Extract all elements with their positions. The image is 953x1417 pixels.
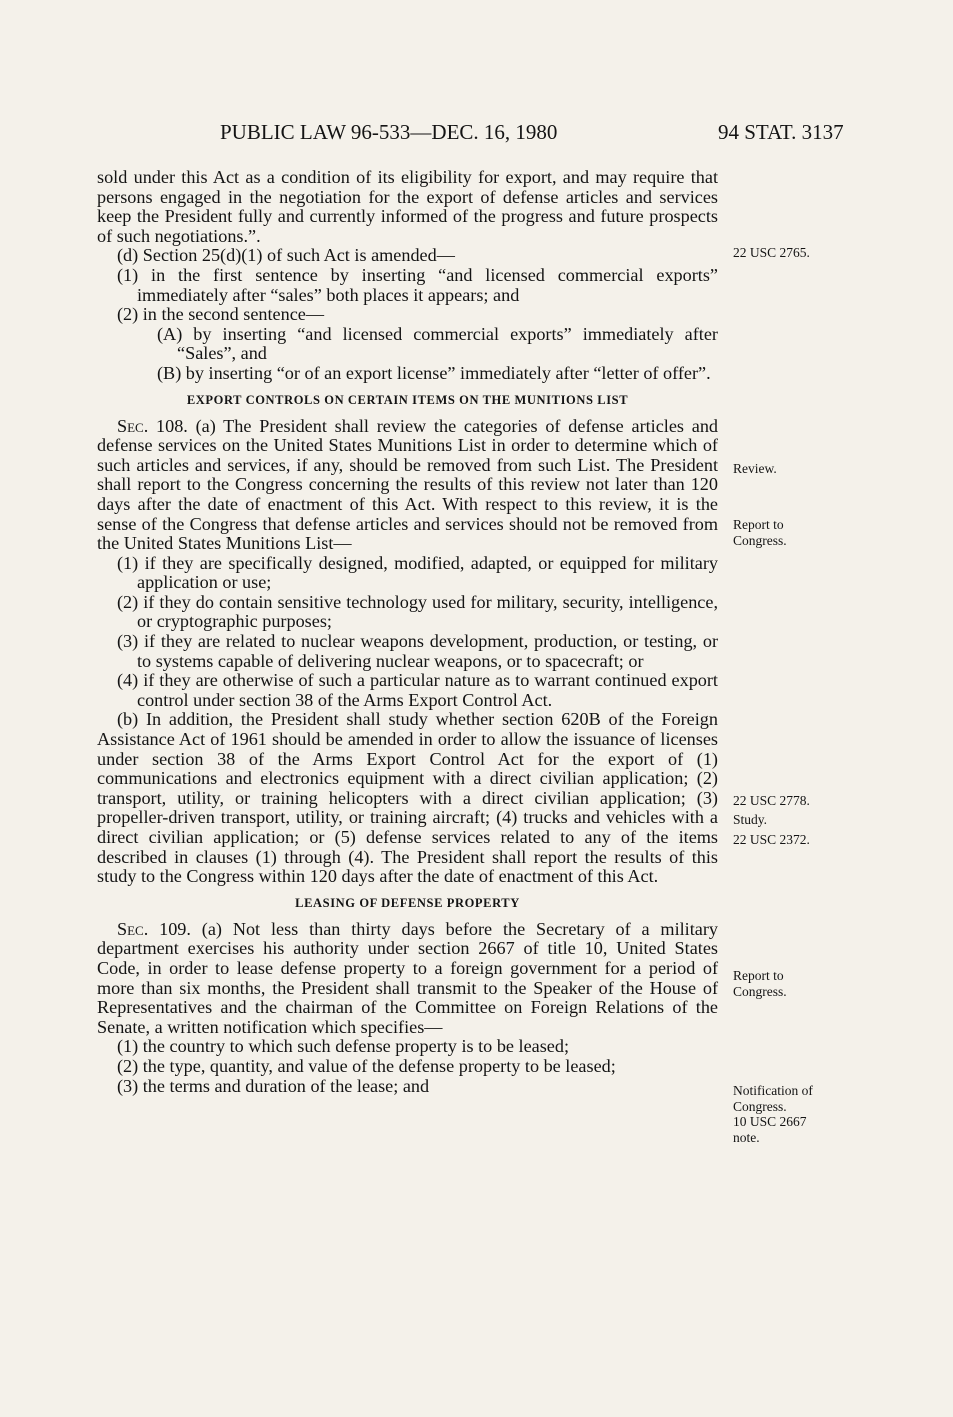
clause-d-2: (2) in the second sentence— — [117, 304, 325, 325]
section-108-a — [97, 417, 718, 554]
clause-109-2: (2) the type, quantity, and value of the defense property to be leased; — [117, 1055, 616, 1076]
clause-d-2-B: (B) by inserting “or of an export license” immediately after “letter of offer”. — [157, 362, 711, 383]
margin-note-note: note. — [733, 1130, 760, 1145]
margin-note-report-1-line1: Report to — [733, 517, 784, 532]
margin-note-notification-line1: Notification of — [733, 1083, 813, 1098]
margin-note-usc-2765: 22 USC 2765. — [733, 245, 810, 260]
section-108-b: (b) In addition, the President shall study whether section 620B of the Foreign Assistance Act of 1961 should be amended in order to allow the issuance of licenses under section 38 of the Arms Export Control Act for the export of (1) communications and electronics equipment with a direct civilian application; (2) transport, utility, or training helicopters with a direct civilian application; (3) propeller-driven transport, utility, or training aircraft; (4) trucks and vehicles with a direct civilian application; or (5) defense services related to any of the items described in clauses (1) through (4). The President shall report the results of this study to the Congress within 120 days after the date of enactment of this Act. — [97, 709, 718, 887]
section-109-label: Sec. 109. — [117, 918, 191, 939]
margin-note-usc-2667: 10 USC 2667 — [733, 1114, 807, 1129]
margin-note-usc-2778: 22 USC 2778. — [733, 793, 810, 808]
margin-note-notification-line2: Congress. — [733, 1099, 787, 1114]
margin-note-usc-2372: 22 USC 2372. — [733, 832, 810, 847]
clause-108-4: (4) if they are otherwise of such a particular nature as to warrant continued export control under section 38 of the Arms Export Control Act. — [117, 670, 718, 710]
margin-note-review: Review. — [733, 461, 777, 476]
margin-note-study: Study. — [733, 812, 768, 827]
clause-d-2-A: (A) by inserting “and licensed commercial exports” immediately after “Sales”, and — [157, 323, 718, 364]
section-heading-export-controls: EXPORT CONTROLS ON CERTAIN ITEMS ON THE MUNITIONS LIST — [186, 392, 629, 407]
header-stat-page: 94 STAT. 3137 — [718, 120, 844, 144]
paragraph-continuation: sold under this Act as a condition of its eligibility for export, and may require that persons engaged in the negotiation for the export of defense articles and services keep the President fully and currently informed of the progress and future prospects of such negotiations.”. — [97, 167, 718, 246]
paragraph-subsection-d: (d) Section 25(d)(1) of such Act is amended— — [117, 245, 455, 266]
margin-note-report-2-line1: Report to — [733, 968, 784, 983]
section-heading-leasing: LEASING OF DEFENSE PROPERTY — [295, 895, 520, 910]
section-108-label: Sec. 108. — [117, 415, 188, 436]
header-public-law: PUBLIC LAW 96-533—DEC. 16, 1980 — [220, 120, 558, 144]
statute-text — [97, 168, 718, 1096]
margin-note-report-1-line2: Congress. — [733, 533, 787, 548]
clause-109-3: (3) the terms and duration of the lease; and — [117, 1075, 430, 1096]
section-109-a-text: (a) Not less than thirty days before the Secretary of a military department exercises his authority under section 2667 of title 10, United States Code, in order to lease defense property to a foreign government for a period of more than six months, the President shall transmit to the Speaker of the House of Representatives and the chairman of the Committee on Foreign Relations of the Senate, a written notification which specifies— — [97, 918, 719, 1037]
margin-note-report-2-line2: Congress. — [733, 984, 787, 999]
clause-108-3: (3) if they are related to nuclear weapons development, production, or testing, or to systems capable of delivering nuclear weapons, or to spacecraft; or — [117, 631, 718, 671]
clause-109-1: (1) the country to which such defense property is to be leased; — [117, 1036, 570, 1057]
clause-108-2: (2) if they do contain sensitive technology used for military, security, intelligence, or cryptographic purposes; — [117, 591, 718, 632]
clause-d-1: (1) in the first sentence by inserting “and licensed commercial exports” immediately after “sales” both places it appears; and — [117, 264, 718, 305]
section-109-a — [97, 920, 718, 1038]
clause-108-1: (1) if they are specifically designed, modified, adapted, or equipped for military application or use; — [117, 552, 718, 593]
section-108-a-text: (a) The President shall review the categories of defense articles and defense services on the United States Munitions List in order to determine which of such articles and services, if any, should be removed from such List. The President shall report to the Congress concerning the results of this review not later than 120 days after the date of enactment of this Act. With respect to this review, it is the sense of the Congress that defense articles and services should not be removed from the United States Munitions List— — [97, 415, 719, 554]
